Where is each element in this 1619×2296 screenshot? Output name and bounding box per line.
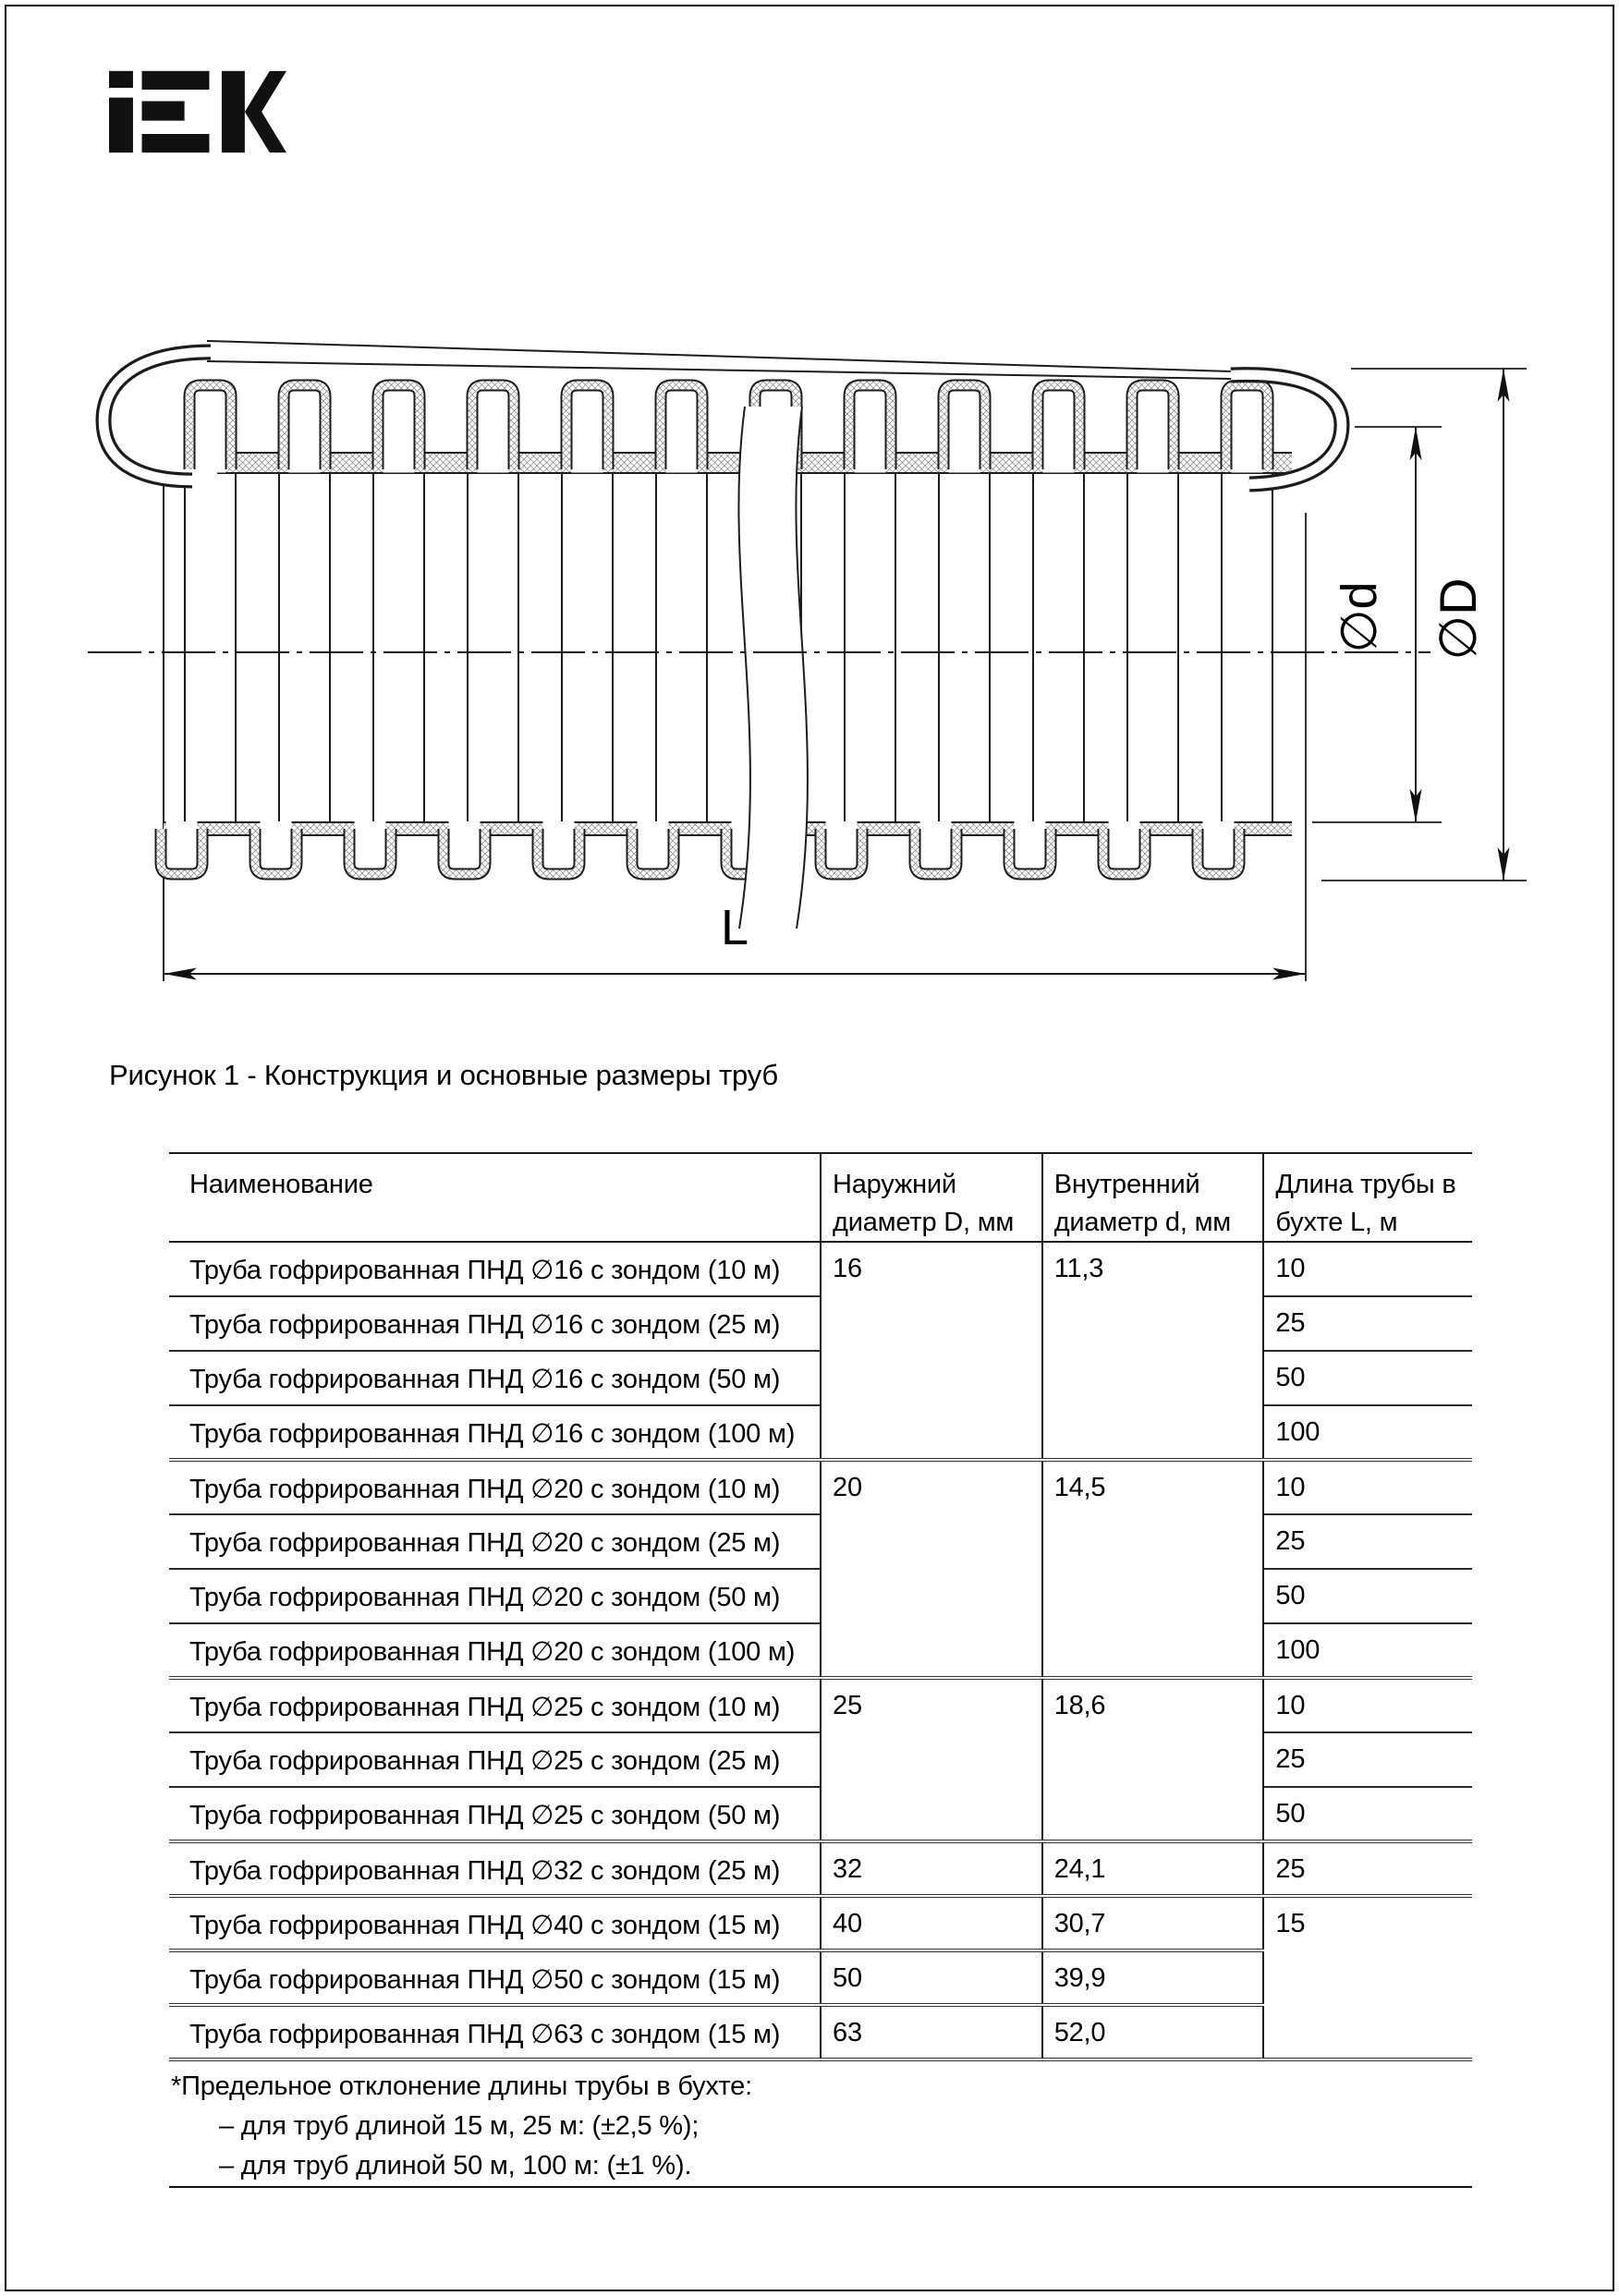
cell-name: Труба гофрированная ПНД ∅20 с зондом (100 м) [169, 1623, 821, 1678]
cell-inner-diameter: 24,1 [1042, 1841, 1264, 1896]
cell-inner-diameter: 18,6 [1042, 1678, 1264, 1841]
cell-outer-diameter: 20 [821, 1460, 1042, 1678]
table-row [169, 1732, 1472, 1787]
table-row [169, 1896, 1472, 1950]
cell-coil-length: 50 [1263, 1351, 1472, 1405]
table-row [169, 1242, 1472, 1296]
table-row [169, 1514, 1472, 1569]
col-header-outer-diameter: Наружний диаметр D, мм [821, 1153, 1042, 1242]
cell-coil-length: 50 [1263, 1569, 1472, 1623]
cell-name: Труба гофрированная ПНД ∅50 с зондом (15 м) [169, 1950, 821, 2005]
cell-name: Труба гофрированная ПНД ∅63 с зондом (15 м) [169, 2005, 821, 2059]
footnote-rule [169, 2186, 1472, 2188]
cell-inner-diameter: 14,5 [1042, 1460, 1264, 1678]
cell-outer-diameter: 25 [821, 1678, 1042, 1841]
inner-diameter-label: ∅d [1332, 581, 1387, 653]
cell-outer-diameter: 32 [821, 1841, 1042, 1896]
cell-inner-diameter: 30,7 [1042, 1896, 1264, 1950]
table-header-row [169, 1153, 1472, 1242]
cell-coil-length: 25 [1263, 1296, 1472, 1351]
table-row [169, 1841, 1472, 1896]
col-header-name: Наименование [169, 1153, 821, 1242]
pipe-size-table [169, 1152, 1472, 2061]
cell-name: Труба гофрированная ПНД ∅16 с зондом (100 м) [169, 1405, 821, 1460]
cell-coil-length: 15 [1263, 1896, 1472, 2059]
figure-caption: Рисунок 1 - Конструкция и основные размеры труб [109, 1059, 778, 1091]
cell-coil-length: 25 [1263, 1514, 1472, 1569]
cell-coil-length: 10 [1263, 1460, 1472, 1514]
pipe-diagram [0, 0, 1619, 1053]
footnote-item-1: – для труб длиной 15 м, 25 м: (±2,5 %); [219, 2111, 700, 2141]
table-row [169, 1460, 1472, 1514]
cell-name: Труба гофрированная ПНД ∅32 с зондом (25 м) [169, 1841, 821, 1896]
corrugation-side-lines [164, 474, 1272, 981]
cell-coil-length: 100 [1263, 1405, 1472, 1460]
cell-outer-diameter: 63 [821, 2005, 1042, 2059]
cell-outer-diameter: 50 [821, 1950, 1042, 2005]
cell-coil-length: 10 [1263, 1678, 1472, 1732]
footnote-item-2: – для труб длиной 50 м, 100 м: (±1 %). [219, 2151, 692, 2181]
cell-name: Труба гофрированная ПНД ∅20 с зондом (25 м) [169, 1514, 821, 1569]
cell-name: Труба гофрированная ПНД ∅20 с зондом (10 м) [169, 1460, 821, 1514]
cell-name: Труба гофрированная ПНД ∅40 с зондом (15 м) [169, 1896, 821, 1950]
footnote-title: *Предельное отклонение длины трубы в бухте: [171, 2071, 752, 2101]
table-row [169, 1569, 1472, 1623]
cell-coil-length: 25 [1263, 1732, 1472, 1787]
cell-name: Труба гофрированная ПНД ∅16 с зондом (10 м) [189, 1256, 781, 1286]
table-row [169, 1296, 1472, 1351]
cell-outer-diameter: 16 [821, 1242, 1042, 1460]
cell-inner-diameter: 39,9 [1042, 1950, 1264, 2005]
col-header-inner-diameter: Внутренний диаметр d, мм [1042, 1153, 1264, 1242]
cell-coil-length: 50 [1263, 1787, 1472, 1841]
cell-coil-length: 100 [1263, 1623, 1472, 1678]
cell-name: Труба гофрированная ПНД ∅25 с зондом (25 м) [169, 1732, 821, 1787]
table-row [169, 1405, 1472, 1460]
table-row [169, 1678, 1472, 1732]
corrugated-wall-bottom [161, 821, 1292, 874]
table-row [169, 1623, 1472, 1678]
break-lines [738, 407, 808, 929]
cell-coil-length: 25 [1263, 1841, 1472, 1896]
table-row [169, 1351, 1472, 1405]
length-label: L [720, 900, 749, 955]
cell-name: Труба гофрированная ПНД ∅20 с зондом (50 м) [169, 1569, 821, 1623]
table-row [169, 1787, 1472, 1841]
cell-name: Труба гофрированная ПНД ∅25 с зондом (10 м) [169, 1678, 821, 1732]
cell-coil-length: 10 [1263, 1242, 1472, 1296]
outer-diameter-label: ∅D [1429, 577, 1487, 661]
col-header-coil-length: Длина трубы в бухте L, м [1263, 1153, 1472, 1242]
cell-name: Труба гофрированная ПНД ∅25 с зондом (50 м) [169, 1787, 821, 1841]
cell-inner-diameter: 11,3 [1042, 1242, 1264, 1460]
cell-name: Труба гофрированная ПНД ∅16 с зондом (25 м) [169, 1296, 821, 1351]
cell-name: Труба гофрированная ПНД ∅16 с зондом (50 м) [169, 1351, 821, 1405]
cell-outer-diameter: 40 [821, 1896, 1042, 1950]
cell-inner-diameter: 52,0 [1042, 2005, 1264, 2059]
